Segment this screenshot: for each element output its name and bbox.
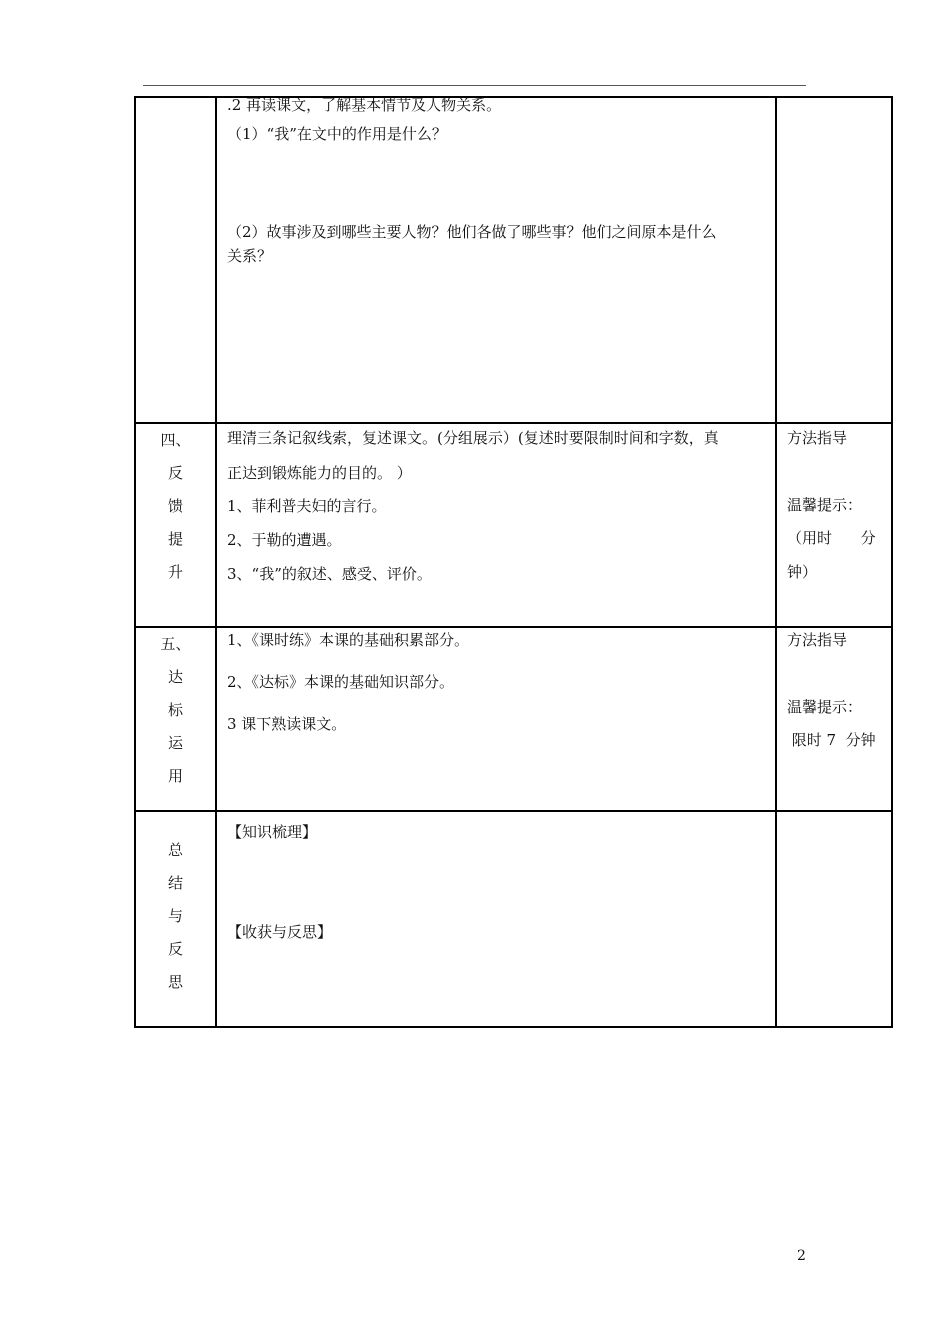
reflection-heading: 【收获与反思】 [227, 923, 333, 941]
content-cell [216, 423, 776, 627]
time-limit: 限时 7 分钟 [787, 731, 876, 749]
stage-label-summary: 总 结 与 反 思 [167, 841, 183, 991]
time-limit-continued: 钟） [787, 563, 818, 581]
question-2: （2）故事涉及到哪些主要人物？他们各做了哪些事？他们之间原本是什么 [227, 223, 717, 241]
list-item: 3、“我”的叙述、感受、评价。 [227, 565, 432, 583]
page-number: 2 [797, 1248, 806, 1264]
time-limit: （用时 分 [787, 529, 876, 547]
task-heading: .2 再读课文，了解基本情节及人物关系。 [227, 96, 502, 114]
stage-cell [135, 627, 216, 811]
hint-cell [776, 97, 892, 423]
hint-cell [776, 423, 892, 627]
table-row [135, 811, 892, 1027]
content-cell [216, 627, 776, 811]
lesson-plan-table [134, 96, 893, 1028]
retell-instruction-continued: 正达到锻炼能力的目的。 ） [227, 464, 412, 482]
stage-label-feedback: 四、 反 馈 提 升 [160, 431, 191, 581]
hint-cell [776, 811, 892, 1027]
stage-cell [135, 423, 216, 627]
method-guide-label: 方法指导 [787, 631, 848, 649]
question-1: （1）“我”在文中的作用是什么？ [227, 125, 447, 143]
list-item: 1、《课时练》本课的基础积累部分。 [227, 631, 470, 649]
question-2-continued: 关系？ [227, 247, 273, 265]
knowledge-summary-heading: 【知识梳理】 [227, 823, 318, 841]
list-item: 1、菲利普夫妇的言行。 [227, 497, 387, 515]
retell-instruction: 理清三条记叙线索，复述课文。(分组展示）(复述时要限制时间和字数，真 [227, 429, 719, 447]
warm-tip-label: 温馨提示： [787, 698, 863, 716]
content-cell [216, 811, 776, 1027]
stage-cell [135, 97, 216, 423]
stage-cell [135, 811, 216, 1027]
table-row [135, 423, 892, 627]
stage-label-application: 五、 达 标 运 用 [160, 635, 191, 785]
list-item: 3 课下熟读课文。 [227, 715, 347, 733]
method-guide-label: 方法指导 [787, 429, 848, 447]
table-row [135, 97, 892, 423]
header-rule [143, 85, 806, 86]
warm-tip-label: 温馨提示： [787, 496, 863, 514]
content-cell [216, 97, 776, 423]
list-item: 2、于勒的遭遇。 [227, 531, 342, 549]
table-row [135, 627, 892, 811]
hint-cell [776, 627, 892, 811]
list-item: 2、《达标》本课的基础知识部分。 [227, 673, 455, 691]
